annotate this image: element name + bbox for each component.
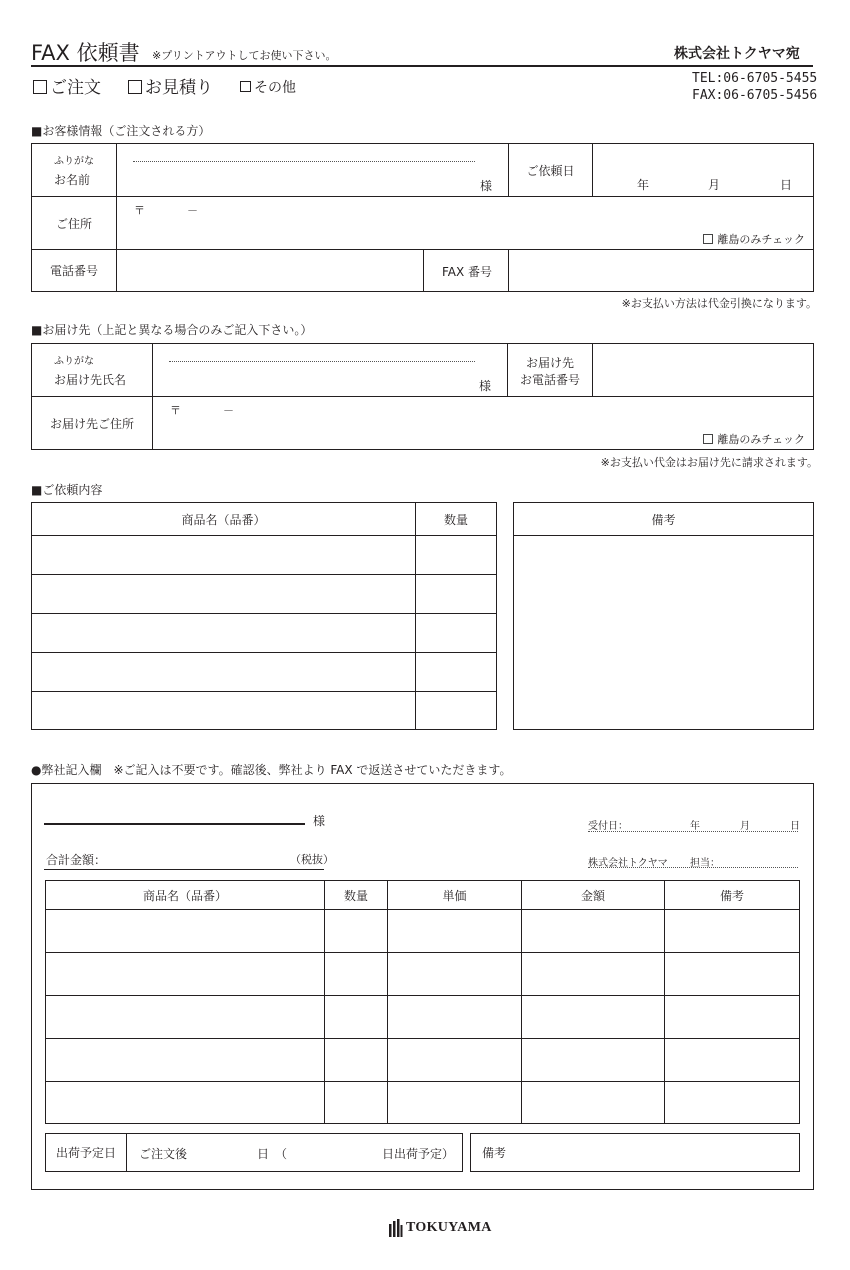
received-year: 年 [690,821,700,832]
product-input[interactable] [32,536,416,575]
received-month: 月 [740,821,750,832]
total-label: 合計金額： [46,853,107,867]
office-cell [665,1082,800,1124]
tax-label: （税抜） [290,853,334,866]
office-col-amount: 金額 [522,881,665,910]
product-input[interactable] [32,575,416,614]
form-title: FAX 依頼書 [31,41,140,65]
month-label: 月 [708,178,721,192]
company-label: 株式会社トクヤマ [588,858,668,869]
product-input[interactable] [32,692,416,730]
name-input[interactable] [117,144,509,197]
delivery-postal-mark: 〒 [170,404,181,417]
postal-mark: 〒 [134,204,145,217]
option-estimate[interactable] [128,73,213,98]
print-note: ※プリントアウトしてお使い下さい。 [152,49,337,62]
addressee: 株式会社トクヤマ宛 [674,46,800,62]
delivery-name-input[interactable] [153,344,508,397]
ship-label: 出荷予定日 [46,1134,127,1172]
delivery-island-checkbox[interactable] [703,434,713,444]
name-label: お名前 [54,173,91,187]
ship-end: 日出荷予定） [382,1147,455,1161]
option-estimate-label: お見積り [145,78,213,98]
order-checkbox[interactable] [33,80,47,94]
office-cell [388,1039,522,1082]
office-cell [46,1082,325,1124]
delivery-address-label: お届け先ご住所 [32,397,153,450]
product-input[interactable] [32,614,416,653]
fax-label: FAX 番号 [442,265,493,279]
office-cell [325,910,388,953]
furigana-label: ふりがな [54,156,94,167]
delivery-name-label: お届け先氏名 [54,373,127,387]
office-col-unit: 単価 [388,881,522,910]
office-cell [388,910,522,953]
delivery-furigana-dotline [169,361,475,362]
office-section-title: ●弊社記入欄 ※ご記入は不要です。確認後、弊社より FAX で返送させていただきます。 [31,763,512,777]
ship-day: 日 （ [257,1147,288,1161]
delivery-postal-dash: － [223,404,234,417]
qty-input[interactable] [416,653,497,692]
logo-text: TOKUYAMA [406,1220,492,1235]
delivery-phone-label-2: お電話番号 [520,373,581,387]
received-dotline [588,831,798,832]
address-label: ご住所 [32,197,117,250]
col-product-header: 商品名（品番） [32,503,416,536]
ship-date-cell [127,1134,463,1172]
other-checkbox[interactable] [240,81,251,92]
total-line [44,869,324,870]
ship-after: ご注文後 [139,1147,188,1161]
option-other[interactable] [240,77,296,97]
shipping-table [45,1133,463,1172]
request-remarks-table [513,502,814,730]
office-cell [522,910,665,953]
sama-suffix: 様 [479,179,492,193]
office-cell [325,996,388,1039]
delivery-address-input[interactable] [153,397,814,450]
furigana-dotline [133,161,475,162]
logo-mark-icon [389,1219,403,1237]
office-cell [325,953,388,996]
delivery-name-label-cell [32,344,153,397]
address-input[interactable] [117,197,814,250]
customer-table [31,143,814,292]
office-cell [522,1039,665,1082]
office-cell [46,910,325,953]
received-day: 日 [790,821,800,832]
year-label: 年 [637,178,650,192]
island-label: 離島のみチェック [717,233,805,246]
office-col-product: 商品名（品番） [46,881,325,910]
staff-label: 担当： [690,858,720,869]
qty-input[interactable] [416,692,497,730]
office-sama: 様 [313,814,326,828]
delivery-phone-label-1: お届け先 [526,356,575,370]
delivery-payment-note: ※お支払い代金はお届け先に請求されます。 [600,456,818,469]
office-table [45,880,800,1124]
delivery-phone-input[interactable] [593,344,814,397]
office-cell [522,1082,665,1124]
request-date-input[interactable] [593,144,814,197]
delivery-section-title: ■お届け先（上記と異なる場合のみご記入下さい。） [31,323,313,337]
delivery-island-label: 離島のみチェック [717,433,805,446]
office-cell [665,910,800,953]
received-label: 受付日： [588,821,628,832]
office-cell [46,1039,325,1082]
option-other-label: その他 [254,80,296,96]
day-label: 日 [780,178,793,192]
payment-note: ※お支払い方法は代金引換になります。 [621,297,817,310]
tel-number: TEL:06-6705-5455 [692,71,818,86]
delivery-table [31,343,814,450]
island-checkbox[interactable] [703,234,713,244]
col-remarks-header: 備考 [514,503,814,536]
office-cell [325,1039,388,1082]
postal-dash: － [187,204,198,217]
office-cell [388,953,522,996]
qty-input[interactable] [416,536,497,575]
delivery-phone-label-cell [508,344,593,397]
office-remarks-label: 備考 [471,1134,800,1172]
option-order-label: ご注文 [50,78,101,98]
estimate-checkbox[interactable] [128,80,142,94]
product-input[interactable] [32,653,416,692]
office-cell [46,996,325,1039]
phone-label: 電話番号 [32,250,117,292]
office-cell [388,1082,522,1124]
phone-fax-cell [117,250,509,292]
island-check[interactable] [703,231,805,247]
delivery-sama-suffix: 様 [478,379,491,393]
delivery-island-check[interactable] [703,431,805,447]
office-col-qty: 数量 [325,881,388,910]
customer-section-title: ■お客様情報（ご注文される方） [31,124,211,138]
office-cell [325,1082,388,1124]
office-cell [665,953,800,996]
col-qty-header: 数量 [416,503,497,536]
request-date-label: ご依頼日 [509,144,593,197]
fax-input[interactable] [509,250,814,292]
office-cell [522,996,665,1039]
office-cell [46,953,325,996]
request-table [31,502,497,730]
office-remarks-table [470,1133,800,1172]
header-rule [31,65,813,67]
qty-input[interactable] [416,614,497,653]
request-section-title: ■ご依頼内容 [31,483,103,497]
office-name-line [44,823,305,825]
staff-dotline [588,867,798,868]
phone-input[interactable] [117,250,424,291]
qty-input[interactable] [416,575,497,614]
office-col-remarks: 備考 [665,881,800,910]
office-cell [665,996,800,1039]
fax-number: FAX:06-6705-5456 [692,88,818,103]
delivery-furigana-label: ふりがな [54,356,94,367]
option-order[interactable] [33,73,101,98]
name-label-cell [32,144,117,197]
office-cell [388,996,522,1039]
office-cell [665,1039,800,1082]
remarks-input[interactable] [514,536,814,730]
office-cell [522,953,665,996]
